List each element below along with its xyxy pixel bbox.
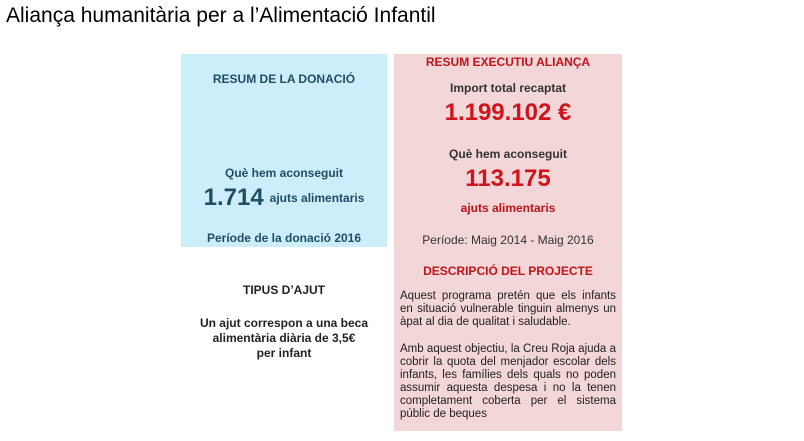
alliance-count: 113.175 [465,165,551,192]
donation-summary-heading: RESUM DE LA DONACIÓ [212,72,356,86]
aid-type-line-2: alimentària diària de 3,5€ [212,331,356,345]
total-raised-amount: 1.199.102 € [444,99,572,126]
alliance-count-label: ajuts alimentaris [460,201,556,215]
donation-count-row [181,184,387,212]
project-description-paragraph-1: Aquest programa pretén que els infants en situació vulnerable tinguin almenys un àpat al dia de qualitat i saludable. [400,290,616,328]
project-description-paragraph-2: Amb aquest objectiu, la Creu Roja ajuda a cobrir la quota del menjador escolar dels infants, les famílies dels quals no poden assumir aquesta despesa i no la tenen completament coberta per el sistema públic de beques [400,343,616,420]
donation-period: Període de la donació 2016 [206,231,362,245]
alliance-achieved-label: Què hem aconseguit [448,147,568,161]
total-raised-label: Import total recaptat [449,81,566,95]
aid-type-line-1: Un ajut correspon a una beca [199,316,369,330]
aid-type-line-3: per infant [256,346,312,360]
project-description-heading: DESCRIPCIÓ DEL PROJECTE [423,264,593,278]
aid-type-heading: TIPUS D’AJUT [242,283,325,297]
alliance-period: Període: Maig 2014 - Maig 2016 [422,233,594,247]
donation-achieved-label: Què hem aconseguit [224,166,344,180]
executive-summary-heading: RESUM EXECUTIU ALIANÇA [425,55,591,69]
donation-count: 1.714 [203,184,264,211]
page-title: Aliança humanitària per a l’Alimentació Infantil [6,4,436,27]
aid-type-description [181,316,387,361]
donation-count-label: ajuts alimentaris [269,191,365,205]
